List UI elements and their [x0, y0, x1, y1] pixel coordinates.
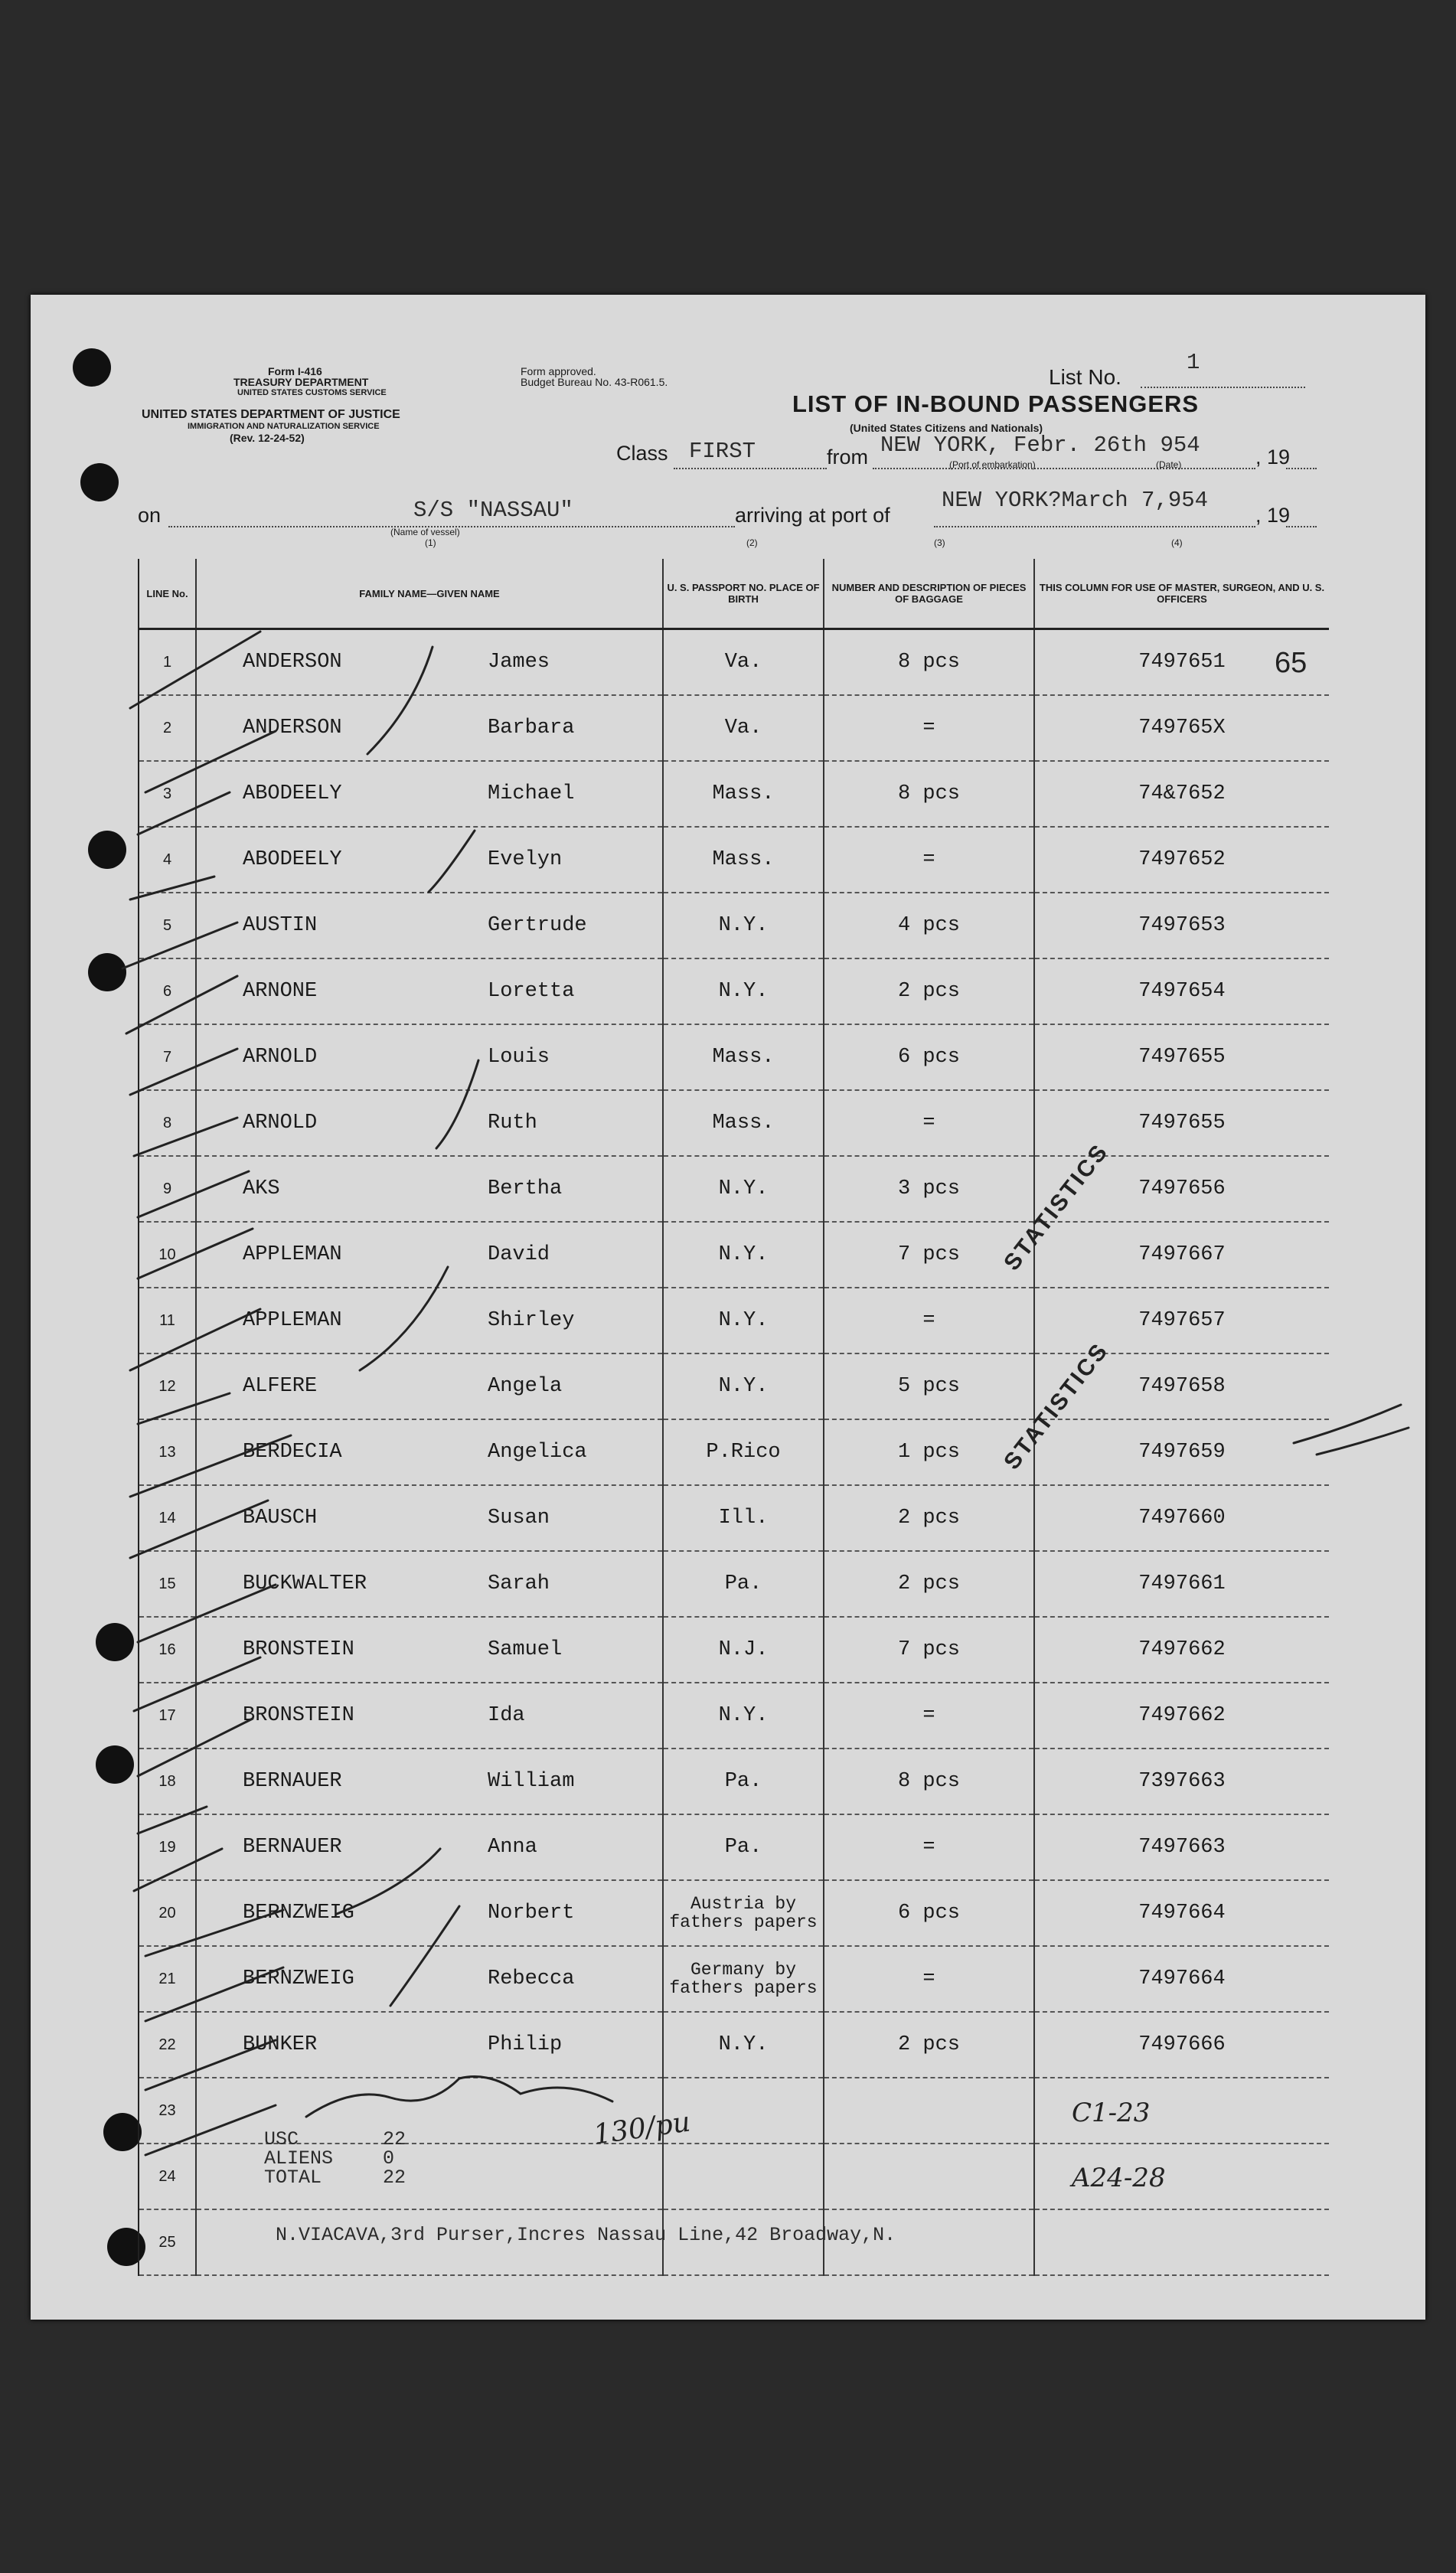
name-cell — [196, 958, 663, 1024]
baggage: = — [824, 695, 1034, 761]
given-name: Loretta — [488, 980, 575, 1003]
given-name: Angelica — [488, 1441, 587, 1464]
family-name: ALFERE — [243, 1375, 318, 1398]
place-of-birth: N.Y. — [663, 1156, 824, 1222]
officer-number: 7497656 — [1034, 1156, 1329, 1222]
baggage: 8 pcs — [824, 761, 1034, 827]
given-name: Ida — [488, 1704, 525, 1727]
table-row — [139, 761, 1329, 827]
table-row — [139, 1222, 1329, 1288]
family-name: ARNOLD — [243, 1112, 318, 1135]
given-name: Anna — [488, 1836, 537, 1859]
place-of-birth — [663, 2144, 824, 2209]
baggage: 2 pcs — [824, 1485, 1034, 1551]
line-number: 24 — [139, 2144, 196, 2209]
given-name: Michael — [488, 782, 575, 805]
family-name: ANDERSON — [243, 651, 342, 674]
baggage: 3 pcs — [824, 1156, 1034, 1222]
name-cell — [196, 1288, 663, 1353]
year-suffix-1: , 19 — [1255, 446, 1291, 469]
line-number: 9 — [139, 1156, 196, 1222]
name-cell — [196, 1551, 663, 1617]
table-row — [139, 1156, 1329, 1222]
vessel-caption: (Name of vessel) — [390, 527, 460, 537]
baggage: 6 pcs — [824, 1024, 1034, 1090]
aliens-value: 0 — [383, 2147, 395, 2170]
budget-bureau: Budget Bureau No. 43-R061.5. — [521, 376, 668, 388]
family-name: ABODEELY — [243, 848, 342, 871]
customs-service: UNITED STATES CUSTOMS SERVICE — [237, 388, 387, 397]
officer-number — [1034, 2209, 1329, 2275]
list-no-value: 1 — [1187, 350, 1200, 375]
place-of-birth: N.Y. — [663, 1683, 824, 1749]
name-cell — [196, 1222, 663, 1288]
line-number: 11 — [139, 1288, 196, 1353]
baggage: = — [824, 1288, 1034, 1353]
baggage: 8 pcs — [824, 629, 1034, 696]
line-number: 2 — [139, 695, 196, 761]
officer-number: 7397663 — [1034, 1749, 1329, 1814]
baggage: 1 pcs — [824, 1419, 1034, 1485]
officer-number: 7497664 — [1034, 1880, 1329, 1946]
place-of-birth: Austria by fathers papers — [663, 1880, 824, 1946]
name-cell — [196, 1946, 663, 2012]
place-of-birth: N.Y. — [663, 958, 824, 1024]
table-row — [139, 827, 1329, 893]
caption-4: (4) — [1171, 537, 1183, 548]
baggage: 2 pcs — [824, 2012, 1034, 2078]
binder-hole — [88, 953, 126, 991]
name-cell — [196, 2012, 663, 2078]
col-passport: U. S. PASSPORT NO. PLACE OF BIRTH — [663, 559, 824, 629]
table-row — [139, 2078, 1329, 2144]
place-of-birth: Germany by fathers papers — [663, 1946, 824, 2012]
officer-number: 7497666 — [1034, 2012, 1329, 2078]
baggage: = — [824, 1814, 1034, 1880]
place-of-birth: N.Y. — [663, 1353, 824, 1419]
officer-number: 7497664 — [1034, 1946, 1329, 2012]
line-number: 21 — [139, 1946, 196, 2012]
baggage: 7 pcs — [824, 1222, 1034, 1288]
given-name: Susan — [488, 1507, 550, 1530]
table-row — [139, 1353, 1329, 1419]
document-subtitle: (United States Citizens and Nationals) — [850, 422, 1043, 434]
family-name: APPLEMAN — [243, 1243, 342, 1266]
family-name: ARNONE — [243, 980, 318, 1003]
name-cell — [196, 827, 663, 893]
place-of-birth: Va. — [663, 629, 824, 696]
family-name: BERDECIA — [243, 1441, 342, 1464]
given-name: Gertrude — [488, 914, 587, 937]
baggage: 2 pcs — [824, 1551, 1034, 1617]
name-cell — [196, 1749, 663, 1814]
arrival-value: NEW YORK?March 7,954 — [942, 488, 1209, 513]
name-cell — [196, 695, 663, 761]
name-cell — [196, 1353, 663, 1419]
ins-service: IMMIGRATION AND NATURALIZATION SERVICE — [188, 422, 380, 431]
family-name: BERNAUER — [243, 1836, 342, 1859]
statistics-stamp: STATISTICS — [999, 1337, 1114, 1474]
officer-number: 74&7652 — [1034, 761, 1329, 827]
baggage: 6 pcs — [824, 1880, 1034, 1946]
given-name: Ruth — [488, 1112, 537, 1135]
line-number: 15 — [139, 1551, 196, 1617]
name-cell — [196, 761, 663, 827]
from-label: from — [827, 446, 868, 469]
line-number: 22 — [139, 2012, 196, 2078]
binder-hole — [96, 1745, 134, 1784]
place-of-birth: N.Y. — [663, 1288, 824, 1353]
port-embark-caption: (Port of embarkation) — [949, 459, 1036, 470]
family-name: BAUSCH — [243, 1507, 318, 1530]
given-name: Sarah — [488, 1572, 550, 1595]
baggage: = — [824, 1946, 1034, 2012]
usc-value: 22 — [383, 2128, 406, 2150]
given-name: James — [488, 651, 550, 674]
name-cell — [196, 1156, 663, 1222]
given-name: Barbara — [488, 717, 575, 740]
officer-number: 7497657 — [1034, 1288, 1329, 1353]
name-cell — [196, 1485, 663, 1551]
caption-1: (1) — [425, 537, 436, 548]
name-cell — [196, 1880, 663, 1946]
name-cell — [196, 1617, 663, 1683]
place-of-birth: Mass. — [663, 1090, 824, 1156]
line-number: 8 — [139, 1090, 196, 1156]
col-officers: THIS COLUMN FOR USE OF MASTER, SURGEON, AND U. S. OFFICERS — [1034, 559, 1329, 629]
caption-3: (3) — [934, 537, 945, 548]
baggage: 5 pcs — [824, 1353, 1034, 1419]
baggage: = — [824, 827, 1034, 893]
baggage: = — [824, 1090, 1034, 1156]
treasury-dept: TREASURY DEPARTMENT — [233, 376, 369, 388]
family-name: APPLEMAN — [243, 1309, 342, 1332]
vessel-name: S/S "NASSAU" — [413, 498, 573, 523]
officer-number: 7497655 — [1034, 1024, 1329, 1090]
officer-number: 7497660 — [1034, 1485, 1329, 1551]
class-label: Class — [616, 442, 668, 465]
col-line-no: LINE No. — [139, 559, 196, 629]
family-name: BERNAUER — [243, 1770, 342, 1793]
officer-number: 7497662 — [1034, 1617, 1329, 1683]
table-row — [139, 1551, 1329, 1617]
place-of-birth: Mass. — [663, 761, 824, 827]
given-name: David — [488, 1243, 550, 1266]
line-number: 12 — [139, 1353, 196, 1419]
name-cell — [196, 1814, 663, 1880]
given-name: Bertha — [488, 1177, 563, 1200]
purser-line: N.VIACAVA,3rd Purser,Incres Nassau Line,42 Broadway,N. — [276, 2224, 896, 2246]
officer-number: 7497662 — [1034, 1683, 1329, 1749]
binder-hole — [103, 2113, 142, 2151]
manifest-sheet — [31, 295, 1425, 2320]
revision-date: (Rev. 12-24-52) — [230, 432, 305, 444]
table-row — [139, 1946, 1329, 2012]
table-row — [139, 1880, 1329, 1946]
line-number: 5 — [139, 893, 196, 958]
place-of-birth: N.Y. — [663, 2012, 824, 2078]
from-value: NEW YORK, Febr. 26th 954 — [880, 433, 1200, 458]
place-of-birth: Mass. — [663, 827, 824, 893]
officer-number: 749765X — [1034, 695, 1329, 761]
officer-number: 7497663 — [1034, 1814, 1329, 1880]
binder-hole — [73, 348, 111, 387]
baggage — [824, 2144, 1034, 2209]
family-name: BERNZWEIG — [243, 1902, 354, 1925]
name-cell — [196, 629, 663, 696]
date-caption: (Date) — [1156, 459, 1182, 470]
on-label: on — [138, 504, 162, 527]
line-number: 6 — [139, 958, 196, 1024]
given-name: William — [488, 1770, 575, 1793]
officer-number: 7497661 — [1034, 1551, 1329, 1617]
document-title: LIST OF IN-BOUND PASSENGERS — [792, 390, 1200, 417]
place-of-birth: Ill. — [663, 1485, 824, 1551]
caption-2: (2) — [746, 537, 758, 548]
given-name: Louis — [488, 1046, 550, 1069]
passenger-table — [138, 559, 1329, 2276]
table-row — [139, 893, 1329, 958]
given-name: Angela — [488, 1375, 563, 1398]
name-cell — [196, 1090, 663, 1156]
binder-hole — [88, 831, 126, 869]
line-number: 25 — [139, 2209, 196, 2275]
place-of-birth: Va. — [663, 695, 824, 761]
place-of-birth: N.J. — [663, 1617, 824, 1683]
year-suffix-2: , 19 — [1255, 504, 1291, 527]
baggage: 4 pcs — [824, 893, 1034, 958]
place-of-birth: N.Y. — [663, 1222, 824, 1288]
justice-dept: UNITED STATES DEPARTMENT OF JUSTICE — [142, 408, 400, 421]
line-number: 23 — [139, 2078, 196, 2144]
place-of-birth: Pa. — [663, 1551, 824, 1617]
table-row — [139, 1749, 1329, 1814]
baggage — [824, 2078, 1034, 2144]
table-row — [139, 695, 1329, 761]
officer-number: 7497654 — [1034, 958, 1329, 1024]
place-of-birth: N.Y. — [663, 893, 824, 958]
name-cell — [196, 1419, 663, 1485]
total-value: 22 — [383, 2166, 406, 2189]
family-name: BUCKWALTER — [243, 1572, 367, 1595]
name-cell — [196, 1024, 663, 1090]
given-name: Shirley — [488, 1309, 575, 1332]
family-name: ARNOLD — [243, 1046, 318, 1069]
range-annotation-1: C1-23 — [1072, 2098, 1151, 2128]
name-cell — [196, 893, 663, 958]
table-row — [139, 1090, 1329, 1156]
given-name: Samuel — [488, 1638, 563, 1661]
aliens-label: ALIENS — [264, 2147, 334, 2170]
baggage: = — [824, 1683, 1034, 1749]
officer-number: 7497651 — [1034, 629, 1329, 696]
initials-annotation: 130/pu — [591, 2106, 693, 2151]
family-name: ABODEELY — [243, 782, 342, 805]
officer-number: 7497653 — [1034, 893, 1329, 958]
line-number: 3 — [139, 761, 196, 827]
family-name: AKS — [243, 1177, 280, 1200]
arriving-label: arriving at port of — [735, 504, 890, 527]
line-number: 18 — [139, 1749, 196, 1814]
table-row — [139, 958, 1329, 1024]
family-name: BRONSTEIN — [243, 1704, 354, 1727]
total-label: TOTAL — [264, 2166, 322, 2189]
officer-number: 7497659 — [1034, 1419, 1329, 1485]
form-number: Form I-416 — [268, 365, 322, 377]
binder-hole — [96, 1623, 134, 1661]
line-number: 17 — [139, 1683, 196, 1749]
statistics-stamp: STATISTICS — [999, 1138, 1114, 1275]
line-number: 20 — [139, 1880, 196, 1946]
class-value: FIRST — [689, 439, 756, 464]
officer-number: 7497658 — [1034, 1353, 1329, 1419]
given-name: Norbert — [488, 1902, 575, 1925]
family-name: BERNZWEIG — [243, 1967, 354, 1990]
officer-number: 7497652 — [1034, 827, 1329, 893]
page-number-annotation: 65 — [1275, 647, 1307, 679]
binder-hole — [80, 463, 119, 501]
place-of-birth: Pa. — [663, 1749, 824, 1814]
table-row — [139, 1683, 1329, 1749]
usc-label: USC — [264, 2128, 299, 2150]
table-row — [139, 1419, 1329, 1485]
line-number: 1 — [139, 629, 196, 696]
family-name: AUSTIN — [243, 914, 318, 937]
line-number: 7 — [139, 1024, 196, 1090]
line-number: 13 — [139, 1419, 196, 1485]
given-name: Philip — [488, 2033, 563, 2056]
place-of-birth: P.Rico — [663, 1419, 824, 1485]
table-row — [139, 629, 1329, 696]
table-row — [139, 2012, 1329, 2078]
col-baggage: NUMBER AND DESCRIPTION OF PIECES OF BAGGAGE — [824, 559, 1034, 629]
name-cell — [196, 1683, 663, 1749]
table-row — [139, 1288, 1329, 1353]
table-row — [139, 1485, 1329, 1551]
form-approved: Form approved. — [521, 365, 596, 377]
officer-number: 7497667 — [1034, 1222, 1329, 1288]
officer-number: 7497655 — [1034, 1090, 1329, 1156]
family-name: BUNKER — [243, 2033, 318, 2056]
family-name: BRONSTEIN — [243, 1638, 354, 1661]
table-row — [139, 1024, 1329, 1090]
baggage: 7 pcs — [824, 1617, 1034, 1683]
given-name: Rebecca — [488, 1967, 575, 1990]
line-number: 14 — [139, 1485, 196, 1551]
list-no-label: List No. — [1049, 365, 1121, 389]
table-row — [139, 1814, 1329, 1880]
table-row — [139, 1617, 1329, 1683]
line-number: 16 — [139, 1617, 196, 1683]
place-of-birth: Mass. — [663, 1024, 824, 1090]
line-number: 10 — [139, 1222, 196, 1288]
line-number: 19 — [139, 1814, 196, 1880]
line-number: 4 — [139, 827, 196, 893]
table-header-row — [139, 559, 1329, 629]
col-name: FAMILY NAME—GIVEN NAME — [196, 559, 663, 629]
family-name: ANDERSON — [243, 717, 342, 740]
given-name: Evelyn — [488, 848, 563, 871]
baggage: 8 pcs — [824, 1749, 1034, 1814]
range-annotation-2: A24-28 — [1072, 2163, 1166, 2193]
baggage: 2 pcs — [824, 958, 1034, 1024]
place-of-birth: Pa. — [663, 1814, 824, 1880]
